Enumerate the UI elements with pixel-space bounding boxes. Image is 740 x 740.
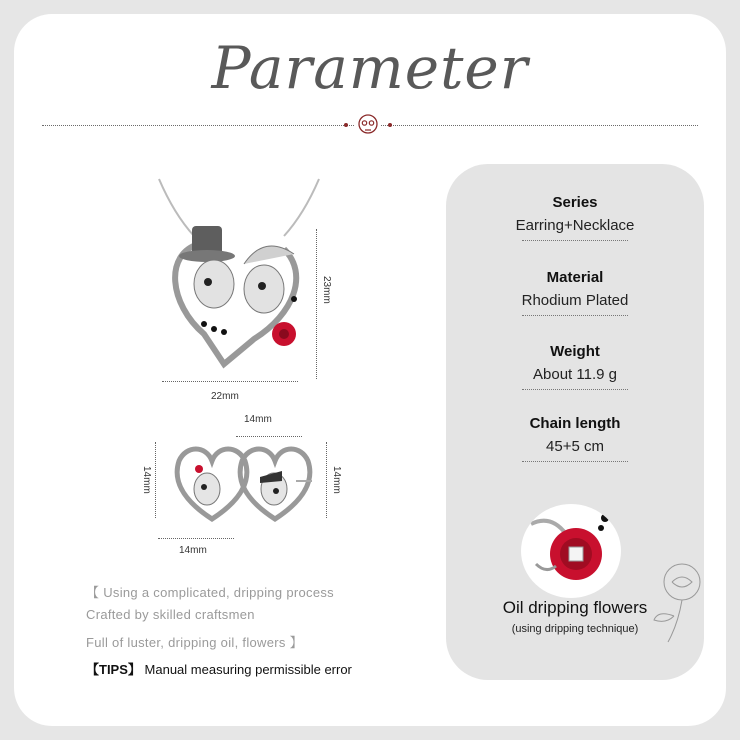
spec-material	[446, 269, 704, 316]
earring-right-height-line	[326, 442, 327, 518]
earring-right-image	[234, 439, 316, 524]
spec-chain-length	[446, 415, 704, 462]
earring-top-width-label: 14mm	[244, 414, 272, 425]
spec-label: Series	[552, 194, 598, 211]
page-title: Parameter	[211, 34, 529, 102]
spec-value: Earring+Necklace	[515, 217, 635, 234]
spec-value: 45+5 cm	[546, 438, 604, 455]
spec-value: Rhodium Plated	[521, 292, 629, 309]
spec-divider	[522, 389, 628, 390]
tips-label: 【TIPS】	[86, 662, 141, 677]
tips-text: Manual measuring permissible error	[144, 662, 352, 677]
feature-title: Oil dripping flowers	[502, 598, 648, 617]
spec-weight	[446, 343, 704, 390]
spec-value: About 11.9 g	[533, 366, 617, 383]
necklace-height-label: 23mm	[321, 276, 332, 304]
spec-divider	[522, 315, 628, 316]
necklace-image	[144, 174, 344, 409]
note-line: Crafted by skilled craftsmen	[86, 607, 255, 622]
product-card	[14, 14, 726, 726]
feature-subtitle: (using dripping technique)	[511, 623, 639, 635]
necklace-width-line	[162, 381, 298, 383]
note-line: 【 Using a complicated, dripping process	[86, 585, 334, 600]
flower-closeup-image	[521, 504, 621, 598]
necklace-width-label: 22mm	[211, 391, 239, 402]
earring-top-width-line	[236, 436, 302, 437]
tips-line	[86, 659, 352, 678]
spec-label: Material	[546, 269, 604, 286]
skull-icon	[355, 113, 381, 137]
divider-dot-left	[344, 123, 348, 127]
earring-left-height-label: 14mm	[141, 466, 152, 494]
spec-divider	[522, 461, 628, 462]
notes-block	[86, 582, 352, 678]
rose-sketch-icon	[644, 554, 714, 649]
earring-left-height-line	[155, 442, 156, 518]
necklace-height-line	[316, 229, 318, 379]
divider-dot-right	[388, 123, 392, 127]
spec-series	[446, 194, 704, 241]
spec-divider	[522, 240, 628, 241]
spec-label: Weight	[550, 343, 600, 360]
note-line: Full of luster, dripping oil, flowers 】	[86, 635, 303, 650]
earring-bottom-width-label: 14mm	[179, 545, 207, 556]
earring-right-height-label: 14mm	[331, 466, 342, 494]
earring-bottom-width-line	[158, 538, 234, 539]
spec-label: Chain length	[529, 415, 621, 432]
